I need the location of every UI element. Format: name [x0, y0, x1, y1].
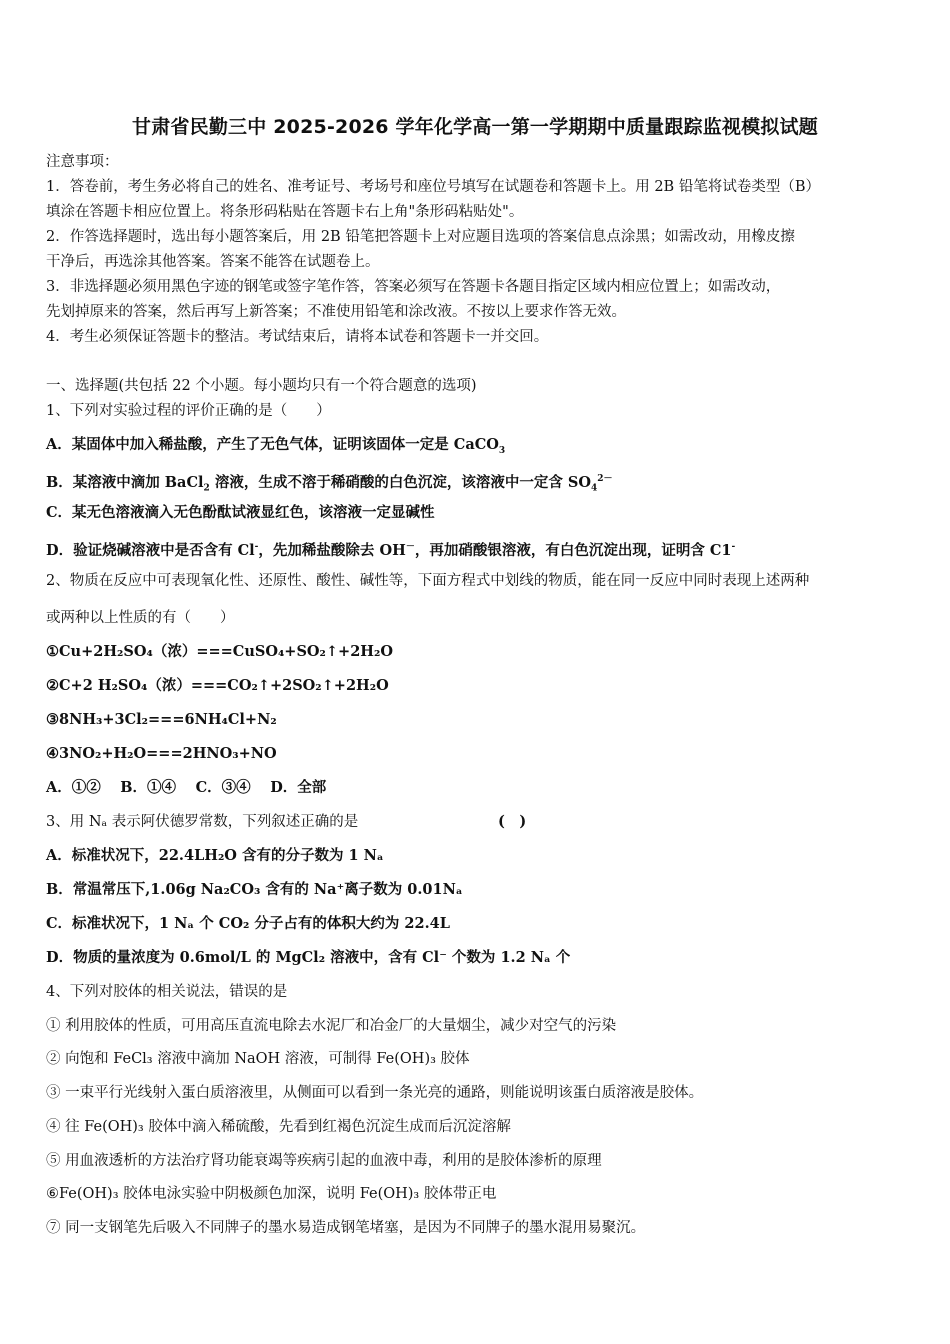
- notice-heading: 注意事项：: [46, 154, 119, 170]
- notice-line: 1．答卷前，考生务必将自己的姓名、准考证号、考场号和座位号填写在试题卷和答题卡上。用 2B 铅笔将试卷类型（B）: [46, 179, 820, 195]
- q1-option-b: B．某溶液中滴加 BaCl$_2$ 溶液，生成不溶于稀硝酸的白色沉淀，该溶液中一定含 $SO_4^{2-}$: [46, 473, 613, 494]
- page-title: 甘肃省民勤三中 2025-2026 学年化学高一第一学期期中质量跟踪监视模拟试题: [132, 116, 818, 138]
- q2-equation: ③8NH₃+3Cl₂===6NH₄Cl+N₂: [46, 711, 277, 728]
- section-heading: 一、选择题(共包括 22 个小题。每小题均只有一个符合题意的选项): [46, 378, 477, 394]
- notice-line: 干净后，再选涂其他答案。答案不能答在试题卷上。: [46, 254, 380, 270]
- q3-option-b: B．常温常压下,1.06g Na₂CO₃ 含有的 Na⁺离子数为 0.01Nₐ: [46, 881, 463, 898]
- q3-option-c: C．标准状况下，1 Nₐ 个 CO₂ 分子占有的体积大约为 22.4L: [46, 915, 450, 932]
- notice-line: 先划掉原来的答案，然后再写上新答案；不准使用铅笔和涂改液。不按以上要求作答无效。: [46, 304, 626, 320]
- notice-line: 4．考生必须保证答题卡的整洁。考试结束后，请将本试卷和答题卡一并交回。: [46, 329, 549, 345]
- q3-option-a: A．标准状况下，22.4LH₂O 含有的分子数为 1 Nₐ: [46, 847, 384, 864]
- q1-option-d: D．验证烧碱溶液中是否含有 Cl-，先加稀盐酸除去 OH－，再加硝酸银溶液，有白色沉淀出现，证明含 C1-: [46, 541, 736, 559]
- q2-equation: ②C+2 H₂SO₄（浓）===CO₂↑+2SO₂↑+2H₂O: [46, 677, 389, 694]
- notice-line: 3．非选择题必须用黑色字迹的钢笔或签字笔作答，答案必须写在答题卡各题目指定区域内相应位置上；如需改动，: [46, 279, 781, 295]
- q4-item: ⑤ 用血液透析的方法治疗肾功能衰竭等疾病引起的血液中毒，利用的是胶体渗析的原理: [46, 1153, 602, 1169]
- q2-equation: ①Cu+2H₂SO₄（浓）===CuSO₄+SO₂↑+2H₂O: [46, 643, 393, 660]
- q2-equation: ④3NO₂+H₂O===2HNO₃+NO: [46, 745, 277, 762]
- q4-item: ⑦ 同一支钢笔先后吸入不同牌子的墨水易造成钢笔堵塞，是因为不同牌子的墨水混用易聚沉。: [46, 1220, 646, 1236]
- notice-line: 填涂在答题卡相应位置上。将条形码粘贴在答题卡右上角"条形码粘贴处"。: [46, 204, 524, 220]
- q1-option-c: C．某无色溶液滴入无色酚酞试液显红色，该溶液一定显碱性: [46, 504, 435, 521]
- q1-option-a: A．某固体中加入稀盐酸，产生了无色气体，证明该固体一定是 CaCO$_3$: [46, 436, 506, 456]
- q3-stem: 3、用 Nₐ 表示阿伏德罗常数，下列叙述正确的是 ( ): [46, 813, 527, 830]
- q3-option-d: D．物质的量浓度为 0.6mol/L 的 MgCl₂ 溶液中，含有 Cl⁻ 个数为 1.2 Nₐ 个: [46, 949, 571, 966]
- q2-options: A．①② B．①④ C．③④ D．全部: [46, 779, 327, 796]
- q2-stem: 或两种以上性质的有（ ）: [46, 610, 235, 626]
- q4-stem: 4、下列对胶体的相关说法，错误的是: [46, 984, 288, 1000]
- q2-stem: 2、物质在反应中可表现氧化性、还原性、酸性、碱性等，下面方程式中划线的物质，能在同一反应中同时表现上述两种: [46, 573, 810, 589]
- q4-item: ⑥Fe(OH)₃ 胶体电泳实验中阴极颜色加深，说明 Fe(OH)₃ 胶体带正电: [46, 1186, 497, 1202]
- q4-item: ④ 往 Fe(OH)₃ 胶体中滴入稀硫酸，先看到红褐色沉淀生成而后沉淀溶解: [46, 1119, 511, 1135]
- q4-item: ② 向饱和 FeCl₃ 溶液中滴加 NaOH 溶液，可制得 Fe(OH)₃ 胶体: [46, 1051, 470, 1067]
- q4-item: ① 利用胶体的性质，可用高压直流电除去水泥厂和冶金厂的大量烟尘，减少对空气的污染: [46, 1018, 617, 1034]
- q4-item: ③ 一束平行光线射入蛋白质溶液里，从侧面可以看到一条光亮的通路，则能说明该蛋白质溶液是胶体。: [46, 1085, 704, 1101]
- notice-line: 2．作答选择题时，选出每小题答案后，用 2B 铅笔把答题卡上对应题目选项的答案信息点涂黑；如需改动，用橡皮擦: [46, 229, 795, 245]
- answer-paren: ( ): [498, 813, 527, 830]
- q1-stem: 1、下列对实验过程的评价正确的是（ ）: [46, 403, 331, 419]
